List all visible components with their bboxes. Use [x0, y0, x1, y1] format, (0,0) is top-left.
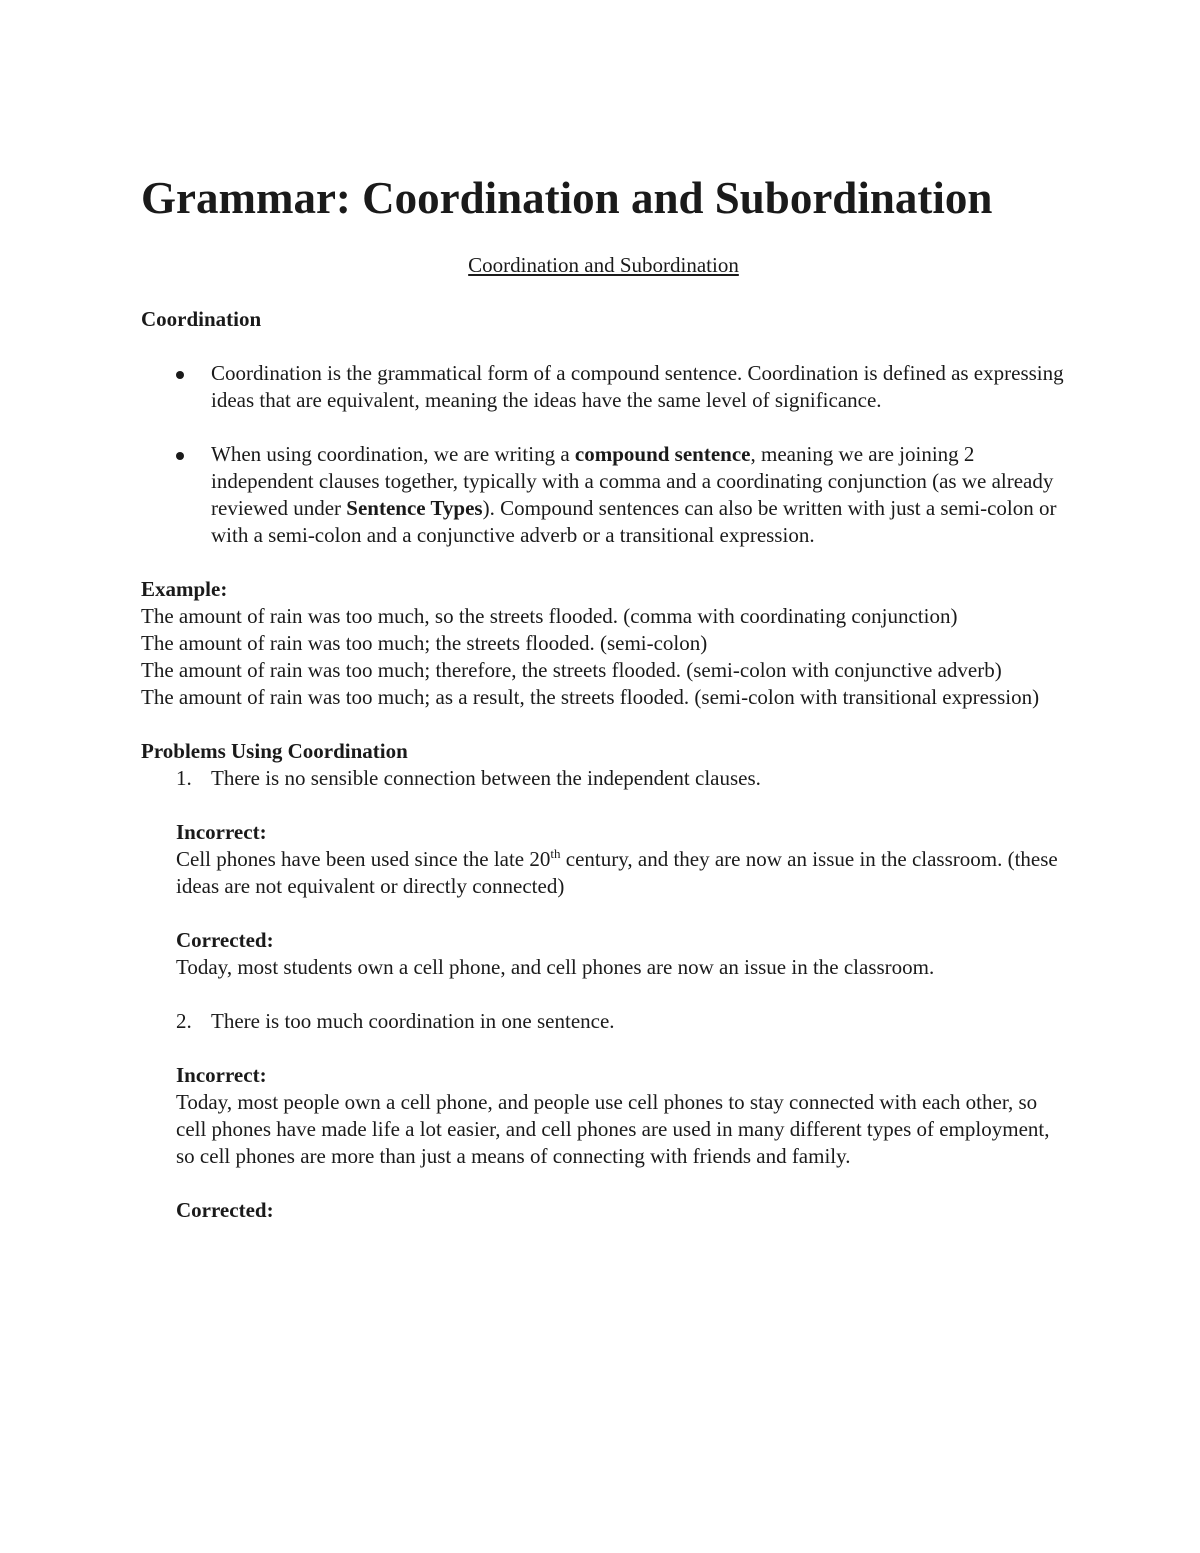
- problem-item: [141, 765, 1066, 792]
- bullet-bold-term: compound sentence: [574, 442, 751, 466]
- bullet-dot-icon: [176, 371, 184, 379]
- problem-text: There is too much coordination in one sentence.: [211, 1009, 615, 1033]
- bullet-text-part: , meaning we are joining 2 independent clauses together, typically with a comma and a coordinating conjunction (as we already reviewed under: [211, 442, 1054, 520]
- problem1-incorrect-block: [141, 819, 1066, 900]
- example-line: The amount of rain was too much; as a result, the streets flooded. (semi-colon with transitional expression): [141, 685, 1040, 709]
- bullet-item: [141, 360, 1066, 414]
- bullet-text-part: When using coordination, we are writing a: [211, 442, 575, 466]
- example-heading: Example:: [141, 577, 228, 601]
- incorrect-text-part: century, and they are now an issue in the classroom. (these ideas are not equivalent or directly connected): [176, 847, 1058, 898]
- problem1-corrected-block: [141, 927, 1066, 981]
- incorrect-text-part: Cell phones have been used since the late 20: [176, 847, 551, 871]
- example-line: The amount of rain was too much; therefore, the streets flooded. (semi-colon with conjunctive adverb): [141, 658, 1002, 682]
- document-page: [141, 170, 1066, 1224]
- example-line: The amount of rain was too much, so the streets flooded. (comma with coordinating conjunction): [141, 604, 958, 628]
- bullet-bold-term: Sentence Types: [346, 496, 483, 520]
- incorrect-text: [176, 846, 1066, 900]
- bullet-text: Coordination is the grammatical form of a compound sentence. Coordination is defined as expressing ideas that are equivalent, meaning the ideas have the same level of significance.: [211, 361, 1064, 412]
- problem-text: There is no sensible connection between the independent clauses.: [211, 766, 761, 790]
- bullet-text-part: ). Compound sentences can also be written with just a semi-colon or with a semi-colon and a conjunctive adverb or a transitional expression.: [211, 496, 1057, 547]
- corrected-text: Today, most students own a cell phone, and cell phones are now an issue in the classroom.: [176, 955, 935, 979]
- problem-number: 1.: [176, 766, 192, 790]
- coordination-heading: Coordination: [141, 307, 262, 331]
- corrected-label: Corrected:: [176, 1198, 274, 1222]
- example-list: [141, 603, 1066, 711]
- incorrect-label: Incorrect:: [176, 820, 267, 844]
- bullet-dot-icon: [176, 452, 184, 460]
- bullet-item: [141, 441, 1066, 549]
- corrected-label: Corrected:: [176, 928, 274, 952]
- ordinal-suffix: th: [550, 846, 561, 861]
- problem-item: [141, 1008, 1066, 1035]
- example-line: The amount of rain was too much; the streets flooded. (semi-colon): [141, 631, 708, 655]
- problem2-corrected-block: [141, 1197, 1066, 1224]
- incorrect-label: Incorrect:: [176, 1063, 267, 1087]
- coordination-bullet-list: [141, 360, 1066, 549]
- document-subtitle: Coordination and Subordination: [468, 253, 739, 277]
- problems-heading: Problems Using Coordination: [141, 739, 408, 763]
- document-title: Grammar: Coordination and Subordination: [141, 173, 993, 223]
- problem2-incorrect-block: [141, 1062, 1066, 1170]
- incorrect-text: Today, most people own a cell phone, and people use cell phones to stay connected with each other, so cell phones have made life a lot easier, and cell phones are used in many different types of employment, so cell phones are more than just a means of connecting with friends and family.: [176, 1090, 1050, 1168]
- problem-number: 2.: [176, 1009, 192, 1033]
